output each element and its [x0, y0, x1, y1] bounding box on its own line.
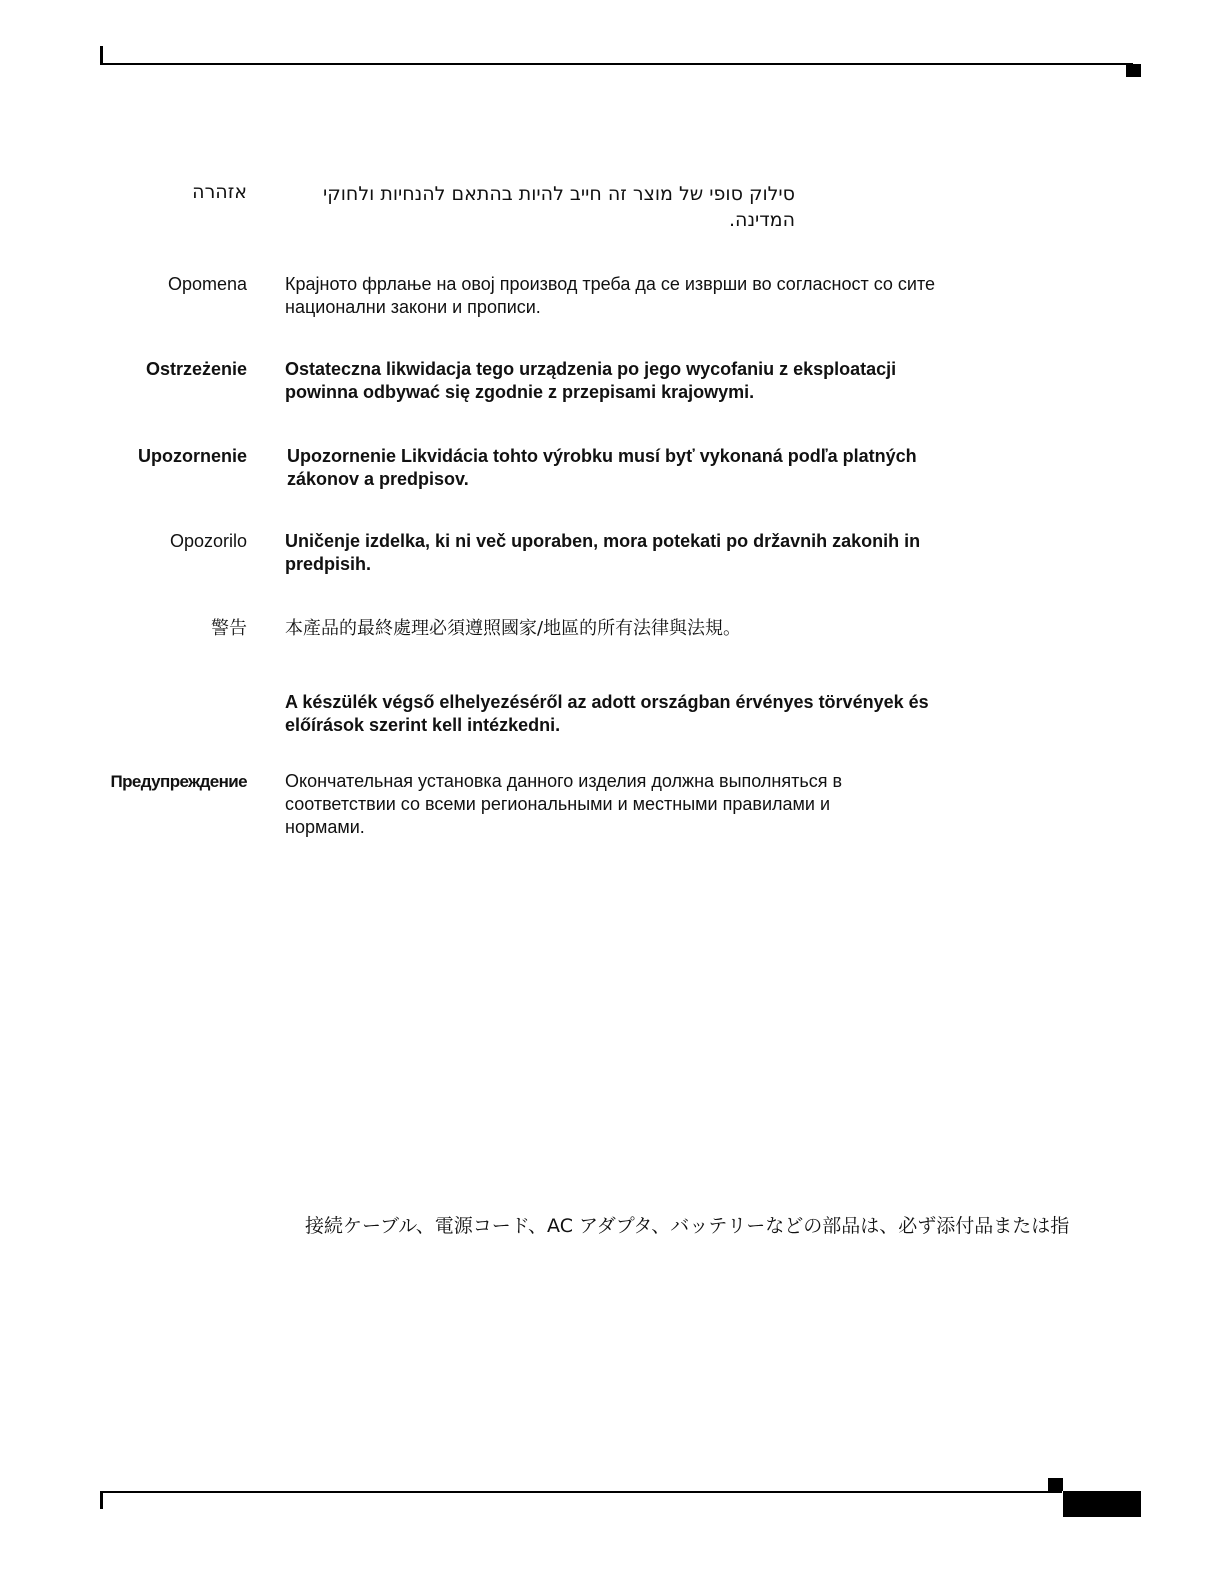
warning-label: Ostrzeżenie	[145, 359, 247, 379]
header-corner-marker	[1126, 64, 1141, 77]
warning-label: אזהרה	[192, 181, 247, 203]
warning-text: Uničenje izdelka, ki ni več uporaben, mora potekati po državnih zakonih in predpisih.	[285, 531, 921, 574]
warning-text: Крајното фрлање на овој производ треба да се изврши во согласност со сите национални закони и прописи.	[285, 274, 936, 317]
warning-text: 本產品的最終處理必須遵照國家/地區的所有法律與法規。	[285, 618, 742, 639]
warning-text: סילוק סופי של מוצר זה חייב להיות בהתאם להנחיות ולחוקי המדינה.	[323, 183, 795, 231]
footer-left-tick	[100, 1493, 103, 1509]
warning-label: Upozornenie	[137, 446, 247, 466]
warning-text: Окончательная установка данного изделия должна выполняться в соответствии со всеми региональными и местными правилами и нормами.	[285, 771, 843, 837]
warning-text: A készülék végső elhelyezéséről az adott országban érvényes törvények és előírások szerint kell intézkedni.	[285, 692, 929, 735]
footer-rule	[100, 1491, 1062, 1493]
warning-text: Upozornenie Likvidácia tohto výrobku musí byť vykonaná podľa platných zákonov a predpisov.	[287, 446, 917, 489]
warning-label: 警告	[211, 618, 247, 639]
header-rule	[100, 63, 1133, 65]
warning-label: Предупреждение	[110, 772, 247, 791]
footer-page-tab	[1063, 1491, 1141, 1517]
footer-corner-marker	[1048, 1478, 1063, 1491]
japanese-note: 接続ケーブル、電源コード、AC アダプタ、バッテリーなどの部品は、必ず添付品または指	[305, 1215, 1070, 1237]
warning-label: Opozorilo	[169, 531, 247, 551]
warning-label: Opomena	[167, 274, 247, 294]
warning-text: Ostateczna likwidacja tego urządzenia po jego wycofaniu z eksploatacji powinna odbywać się zgodnie z przepisami krajowymi.	[285, 359, 897, 402]
